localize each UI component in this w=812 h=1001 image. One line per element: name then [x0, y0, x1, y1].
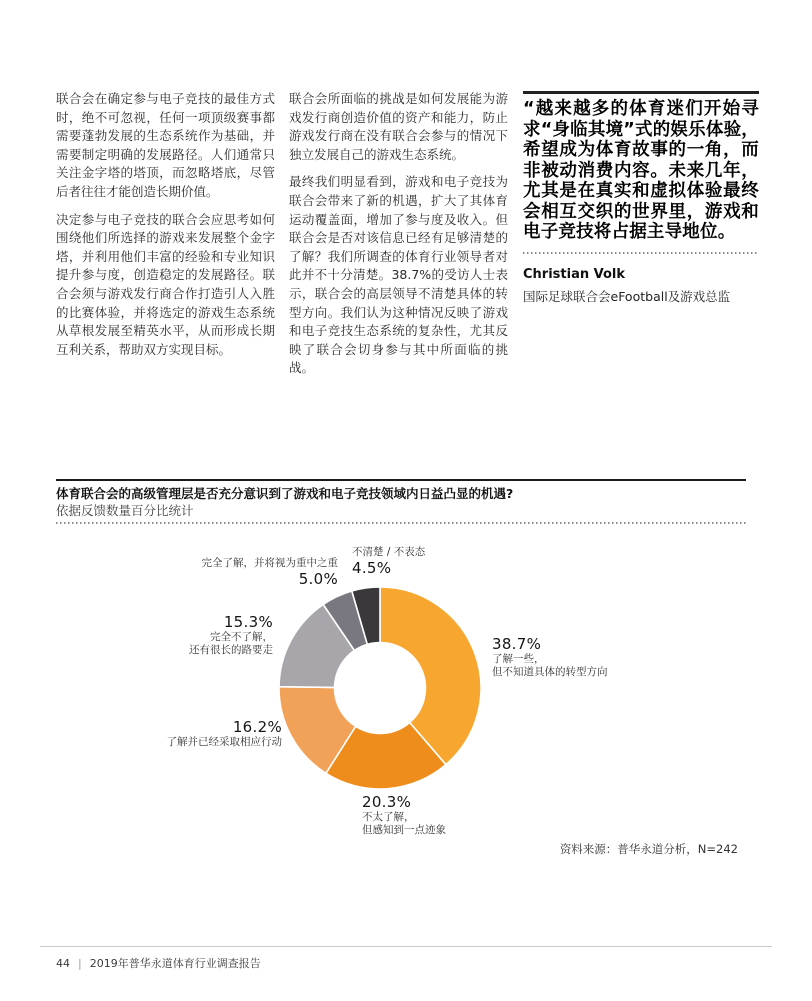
donut-chart [277, 585, 483, 791]
chart-source-note: 资料来源：普华永道分析，N=242 [559, 842, 738, 856]
chart-dotted-divider [56, 522, 746, 524]
pie-label-pct: 20.3% [362, 793, 412, 811]
body-paragraph: 联合会在确定参与电子竞技的最佳方式时，绝不可忽视，任何一项顶级赛事都需要蓬勃发展的生态系统作为基础，并需要制定明确的发展路径。人们通常只关注金字塔的塔顶，而忽略塔底，尽管后者往往才能创造长期价值。 [56, 91, 275, 199]
pie-label-line: 完全了解，并将视为重中之重 [201, 557, 338, 569]
pie-label-line: 了解并已经采取相应行动 [166, 736, 282, 748]
quote-author-name: Christian Volk [523, 266, 626, 282]
pie-label-line: 完全不了解， [210, 631, 273, 643]
chart-header [56, 479, 746, 524]
chart-subtitle: 依据反馈数量百分比统计 [56, 503, 194, 518]
pie-label-pct: 38.7% [492, 635, 542, 653]
pie-label-line: 还有很长的路要走 [189, 644, 273, 656]
pie-label-line: 但感知到一点迹象 [362, 824, 446, 836]
body-paragraph: 最终我们明显看到，游戏和电子竞技为联合会带来了新的机遇，扩大了其体育运动覆盖面，增加了参与度及收入。但联合会是否对该信息已经有足够清楚的了解？我们所调查的体育行业领导者对此并不十分清楚。38.7%的受访人士表示，联合会的高层领导不清楚具体的转型方向。我们认为这种情况反映了游戏和电子竞技生态系统的复杂性，尤其反映了联合会切身参与其中所面临的挑战。 [289, 174, 508, 376]
page-footer [56, 955, 261, 971]
pie-label-pct: 5.0% [298, 570, 338, 588]
pie-label-line: 不太了解， [362, 811, 415, 823]
article-column-1 [56, 90, 275, 368]
pull-quote-text: “越来越多的体育迷们开始寻求“身临其境”式的娱乐体验，希望成为体育故事的一角，而非被动消费内容。未来几年，尤其是在真实和虚拟体验最终会相互交织的世界里，游戏和电子竞技将占据主导地位。 [523, 99, 759, 242]
chart-title: 体育联合会的高级管理层是否充分意识到了游戏和电子竞技领域内日益凸显的机遇? [56, 486, 514, 501]
donut-chart-area [0, 530, 812, 875]
quote-dotted-divider [523, 252, 759, 254]
pie-label-pct: 16.2% [232, 718, 282, 736]
pie-label-fully-aware [202, 557, 339, 588]
footer-report-title: 2019年普华永道体育行业调查报告 [89, 957, 261, 970]
quote-author-title: 国际足球联合会eFootball及游戏总监 [523, 288, 731, 304]
pie-label-pct: 15.3% [223, 613, 273, 631]
footer-divider [40, 946, 772, 947]
pie-label-some-awareness [492, 635, 608, 679]
pie-label-pct: 4.5% [352, 559, 392, 577]
pie-label-taken-action [167, 718, 283, 749]
pie-label-line: 但不知道具体的转型方向 [492, 666, 608, 678]
pie-label-some-signs [362, 793, 446, 837]
pull-quote-block [523, 91, 759, 305]
article-column-2 [289, 90, 508, 387]
pie-label-line: 了解一些， [492, 653, 545, 665]
footer-page-number: 44 [56, 956, 70, 970]
pie-label-line: 不清楚 / 不表态 [352, 546, 426, 558]
footer-separator: | [78, 956, 82, 970]
body-paragraph: 决定参与电子竞技的联合会应思考如何围绕他们所选择的游戏来发展整个金字塔，并利用他们丰富的经验和专业知识提升参与度，创造稳定的发展路径。联合会须与游戏发行商合作打造引人入胜的比赛体验，并将选定的游戏生态系统从草根发展至精英水平，从而形成长期互利关系，帮助双方实现目标。 [56, 211, 275, 357]
pie-label-unclear [352, 546, 425, 577]
body-paragraph: 联合会所面临的挑战是如何发展能为游戏发行商创造价值的资产和能力，防止游戏发行商在没有联合会参与的情况下独立发展自己的游戏生态系统。 [289, 91, 508, 162]
pie-label-not-aware [189, 613, 273, 657]
